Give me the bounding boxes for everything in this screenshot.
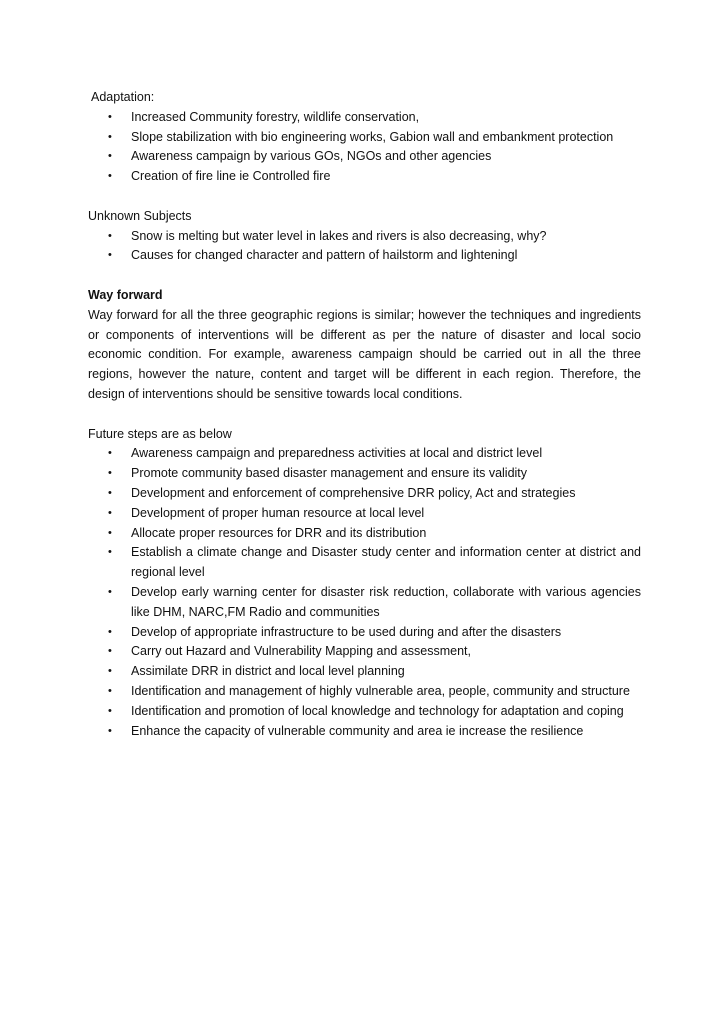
bullet-icon: •: [108, 486, 112, 499]
bullet-icon: •: [108, 546, 112, 559]
bullet-icon: •: [108, 684, 112, 697]
unknown-subjects-label: Unknown Subjects: [88, 208, 192, 223]
list-item: [88, 464, 641, 484]
list-item-text: Development of proper human resource at local level: [131, 505, 425, 520]
list-item-text: Snow is melting but water level in lakes and rivers is also decreasing, why?: [131, 228, 547, 243]
list-item: [88, 246, 641, 266]
list-item: [88, 147, 641, 167]
list-item: [88, 623, 641, 643]
bullet-icon: •: [108, 526, 112, 539]
bullet-icon: •: [108, 645, 112, 658]
document-page: [88, 88, 641, 741]
list-item-text: Increased Community forestry, wildlife conservation,: [131, 109, 420, 124]
bullet-icon: •: [108, 585, 112, 598]
list-item-text: Identification and promotion of local knowledge and technology for adaptation and coping: [131, 703, 624, 718]
list-item-text: Develop early warning center for disaster risk reduction, collaborate with various agencies like DHM, NARC,FM Radio and communities: [131, 584, 641, 619]
list-item-text: Establish a climate change and Disaster study center and information center at district and regional level: [131, 545, 641, 580]
list-item-text: Development and enforcement of comprehensive DRR policy, Act and strategies: [131, 485, 576, 500]
list-item: [88, 108, 641, 128]
list-item-text: Identification and management of highly vulnerable area, people, community and structure: [131, 683, 630, 698]
list-item: [88, 484, 641, 504]
list-item-text: Causes for changed character and pattern of hailstorm and lighteningl: [131, 248, 518, 263]
list-item-text: Awareness campaign and preparedness activities at local and district level: [131, 446, 543, 461]
list-item-text: Promote community based disaster management and ensure its validity: [131, 466, 528, 481]
spacer: [88, 405, 641, 425]
list-item: [88, 722, 641, 742]
way-forward-heading: Way forward: [88, 287, 163, 302]
list-item-text: Awareness campaign by various GOs, NGOs and other agencies: [131, 149, 492, 164]
bullet-icon: •: [108, 150, 112, 163]
list-item: [88, 227, 641, 247]
list-item: [88, 167, 641, 187]
list-item-text: Slope stabilization with bio engineering works, Gabion wall and embankment protection: [131, 129, 614, 144]
future-steps-label: Future steps are as below: [88, 426, 232, 441]
list-item-text: Develop of appropriate infrastructure to be used during and after the disasters: [131, 624, 562, 639]
bullet-icon: •: [108, 506, 112, 519]
adaptation-label: Adaptation:: [91, 90, 155, 104]
bullet-icon: •: [108, 447, 112, 460]
bullet-icon: •: [108, 467, 112, 480]
list-item: [88, 583, 641, 623]
list-item-text: Assimilate DRR in district and local level planning: [131, 664, 405, 679]
list-item: [88, 682, 641, 702]
bullet-icon: •: [108, 704, 112, 717]
list-item-text: Carry out Hazard and Vulnerability Mapping and assessment,: [131, 644, 471, 659]
list-item: [88, 504, 641, 524]
list-item: [88, 642, 641, 662]
list-item-text: Enhance the capacity of vulnerable community and area ie increase the resilience: [131, 723, 584, 738]
list-item: [88, 524, 641, 544]
way-forward-paragraph: Way forward for all the three geographic regions is similar; however the techniques and ingredients or components of interventions will be different as per the nature of disaster and local socio economic condition. For example, awareness campaign should be carried out in all the three regions, however the nature, content and target will be different in each region. Therefore, the design of interventions should be sensitive towards local conditions.: [88, 307, 641, 401]
bullet-icon: •: [108, 130, 112, 143]
future-steps-list: [88, 444, 641, 741]
spacer: [88, 266, 641, 286]
list-item: [88, 702, 641, 722]
unknown-subjects-list: [88, 227, 641, 267]
list-item: [88, 444, 641, 464]
list-item: [88, 128, 641, 148]
list-item: [88, 543, 641, 583]
spacer: [88, 187, 641, 207]
bullet-icon: •: [108, 665, 112, 678]
list-item-text: Allocate proper resources for DRR and its distribution: [131, 525, 427, 540]
bullet-icon: •: [108, 249, 112, 262]
bullet-icon: •: [108, 229, 112, 242]
bullet-icon: •: [108, 110, 112, 123]
adaptation-list: [88, 108, 641, 187]
list-item-text: Creation of fire line ie Controlled fire: [131, 169, 331, 184]
list-item: [88, 662, 641, 682]
bullet-icon: •: [108, 170, 112, 183]
bullet-icon: •: [108, 724, 112, 737]
bullet-icon: •: [108, 625, 112, 638]
